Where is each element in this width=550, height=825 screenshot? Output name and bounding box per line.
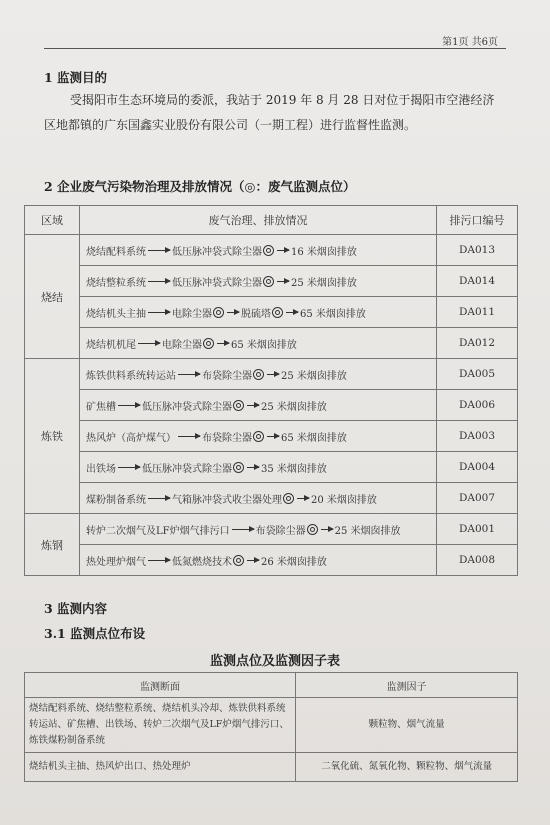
col-header-outlet: 排污口编号 — [437, 206, 518, 235]
flow-arrow-icon — [321, 529, 333, 530]
outlet-code-cell: DA001 — [437, 514, 518, 545]
emission-source: 烧结整粒系统 — [86, 277, 146, 289]
flow-arrow-icon — [247, 405, 259, 406]
monitoring-table — [24, 672, 518, 782]
col-header-factors: 监测因子 — [296, 673, 518, 698]
process-flow-cell — [80, 390, 437, 421]
monitoring-factors-cell: 二氧化硫、氮氧化物、颗粒物、烟气流量 — [296, 753, 518, 782]
outlet-code-cell: DA012 — [437, 328, 518, 359]
monitoring-point-icon — [263, 245, 274, 256]
region-cell: 烧结 — [25, 235, 80, 359]
treatment-device: 布袋除尘器 — [255, 525, 306, 537]
table-row — [25, 753, 518, 782]
process-flow-cell — [80, 235, 437, 266]
flow-arrow-icon — [148, 560, 170, 561]
flow-arrow-icon — [286, 312, 298, 313]
emission-table-header — [25, 206, 518, 235]
table-row — [25, 483, 518, 514]
monitoring-point-icon — [233, 462, 244, 473]
flow-arrow-icon — [267, 436, 279, 437]
treatment-device: 布袋除尘器 — [202, 370, 252, 382]
discharge-method: 35 米烟囱排放 — [261, 463, 327, 475]
outlet-code-cell: DA006 — [437, 390, 518, 421]
outlet-code-cell: DA011 — [437, 297, 518, 328]
monitoring-point-icon — [213, 307, 224, 318]
process-flow-cell — [80, 421, 437, 452]
discharge-method: 65 米烟囱排放 — [231, 339, 297, 351]
monitoring-point-icon — [283, 493, 294, 504]
monitoring-point-icon — [253, 431, 264, 442]
process-flow-cell — [80, 483, 437, 514]
monitoring-section-cell: 烧结配料系统、烧结整粒系统、烧结机头冷却、炼铁供料系统转运站、矿焦槽、出铁场、转炉二次烟气及LF炉烟气排污口、炼铁煤粉制备系统 — [25, 698, 296, 753]
emission-source: 炼铁供料系统转运站 — [86, 370, 176, 382]
flow-arrow-icon — [148, 281, 170, 282]
flow-arrow-icon — [297, 498, 309, 499]
flow-arrow-icon — [247, 467, 259, 468]
process-flow-cell — [80, 514, 437, 545]
table-row — [25, 390, 518, 421]
discharge-method: 25 米烟囱排放 — [291, 277, 357, 289]
monitoring-section-cell: 烧结机头主抽、热风炉出口、热处理炉 — [25, 753, 296, 782]
process-flow-cell — [80, 266, 437, 297]
treatment-device: 电除尘器 — [172, 308, 212, 320]
section-2-title: 2 企业废气污染物治理及排放情况（◎：废气监测点位） — [44, 179, 356, 194]
flow-arrow-icon — [277, 250, 289, 251]
treatment-device: 低压脉冲袋式除尘器 — [142, 463, 232, 475]
table-row — [25, 297, 518, 328]
treatment-device: 低氮燃烧技术 — [172, 556, 232, 568]
process-flow-cell — [80, 297, 437, 328]
treatment-device: 低压脉冲袋式除尘器 — [172, 246, 262, 258]
monitoring-point-icon — [203, 338, 214, 349]
emission-source: 转炉二次烟气及LF炉烟气排污口 — [86, 525, 230, 537]
table-row — [25, 698, 518, 753]
outlet-code-cell: DA014 — [437, 266, 518, 297]
section-1-title: 1 监测目的 — [44, 70, 108, 85]
flow-arrow-icon — [178, 436, 200, 437]
flow-arrow-icon — [118, 467, 140, 468]
discharge-method: 26 米烟囱排放 — [261, 556, 327, 568]
flow-arrow-icon — [148, 250, 170, 251]
region-cell: 炼铁 — [25, 359, 80, 514]
page-number: 第1页 共6页 — [442, 37, 498, 48]
discharge-method: 16 米烟囱排放 — [291, 246, 357, 258]
discharge-method: 25 米烟囱排放 — [281, 370, 347, 382]
discharge-method: 25 米烟囱排放 — [334, 525, 401, 537]
treatment-extra: 脱硫塔 — [241, 308, 271, 320]
col-header-section: 监测断面 — [25, 673, 296, 698]
emission-table — [24, 205, 518, 576]
section-1-paragraph: 受揭阳市生态环境局的委派，我站于 2019 年 8 月 28 日对位于揭阳市空港经济区地都镇的广东国鑫实业股份有限公司（一期工程）进行监督性监测。 — [44, 93, 495, 132]
flow-arrow-icon — [138, 343, 160, 344]
process-flow-cell — [80, 359, 437, 390]
emission-source: 烧结配料系统 — [86, 246, 146, 258]
monitoring-point-icon — [272, 307, 283, 318]
col-header-process: 废气治理、排放情况 — [80, 206, 437, 235]
treatment-device: 布袋除尘器 — [202, 432, 252, 444]
treatment-device: 低压脉冲袋式除尘器 — [142, 401, 232, 413]
monitoring-point-icon — [263, 276, 274, 287]
outlet-code-cell: DA008 — [437, 545, 518, 576]
monitoring-point-icon — [233, 400, 244, 411]
emission-source: 烧结机机尾 — [86, 339, 136, 351]
monitoring-factors-cell: 颗粒物、烟气流量 — [296, 698, 518, 753]
table-row — [25, 514, 518, 545]
emission-source: 出铁场 — [86, 463, 116, 475]
treatment-device: 气箱脉冲袋式收尘器处理 — [172, 494, 282, 506]
emission-source: 煤粉制备系统 — [86, 494, 146, 506]
flow-arrow-icon — [118, 405, 140, 406]
discharge-method: 65 米烟囱排放 — [281, 432, 347, 444]
outlet-code-cell: DA007 — [437, 483, 518, 514]
emission-source: 矿焦槽 — [86, 401, 116, 413]
table-row — [25, 328, 518, 359]
monitoring-point-icon — [253, 369, 264, 380]
monitoring-table-title: 监测点位及监测因子表 — [209, 654, 340, 669]
flow-arrow-icon — [227, 312, 239, 313]
monitoring-table-header — [25, 673, 518, 698]
discharge-method: 20 米烟囱排放 — [311, 494, 377, 506]
flow-arrow-icon — [247, 560, 259, 561]
treatment-device: 低压脉冲袋式除尘器 — [172, 277, 262, 289]
region-cell: 炼钢 — [25, 514, 80, 576]
section-3-1-title: 3.1 监测点位布设 — [44, 626, 146, 641]
outlet-code-cell: DA003 — [437, 421, 518, 452]
process-flow-cell — [80, 452, 437, 483]
header-rule — [44, 48, 506, 49]
flow-arrow-icon — [277, 281, 289, 282]
process-flow-cell — [80, 328, 437, 359]
outlet-code-cell: DA005 — [437, 359, 518, 390]
treatment-device: 电除尘器 — [162, 339, 202, 351]
monitoring-point-icon — [233, 555, 244, 566]
emission-source: 烧结机头主抽 — [86, 308, 146, 320]
emission-source: 热处理炉烟气 — [86, 556, 146, 568]
flow-arrow-icon — [267, 374, 279, 375]
flow-arrow-icon — [232, 529, 254, 530]
discharge-method: 65 米烟囱排放 — [300, 308, 366, 320]
emission-source: 热风炉（高炉煤气） — [86, 432, 176, 444]
table-row — [25, 359, 518, 390]
process-flow-cell — [80, 545, 437, 576]
discharge-method: 25 米烟囱排放 — [261, 401, 327, 413]
monitoring-point-icon — [307, 524, 318, 535]
table-row — [25, 235, 518, 266]
flow-arrow-icon — [217, 343, 229, 344]
flow-arrow-icon — [178, 374, 200, 375]
table-row — [25, 421, 518, 452]
section-3-title: 3 监测内容 — [44, 601, 108, 616]
table-row — [25, 545, 518, 576]
table-row — [25, 452, 518, 483]
col-header-region: 区域 — [25, 206, 80, 235]
table-row — [25, 266, 518, 297]
outlet-code-cell: DA004 — [437, 452, 518, 483]
flow-arrow-icon — [148, 498, 170, 499]
flow-arrow-icon — [148, 312, 170, 313]
outlet-code-cell: DA013 — [437, 235, 518, 266]
